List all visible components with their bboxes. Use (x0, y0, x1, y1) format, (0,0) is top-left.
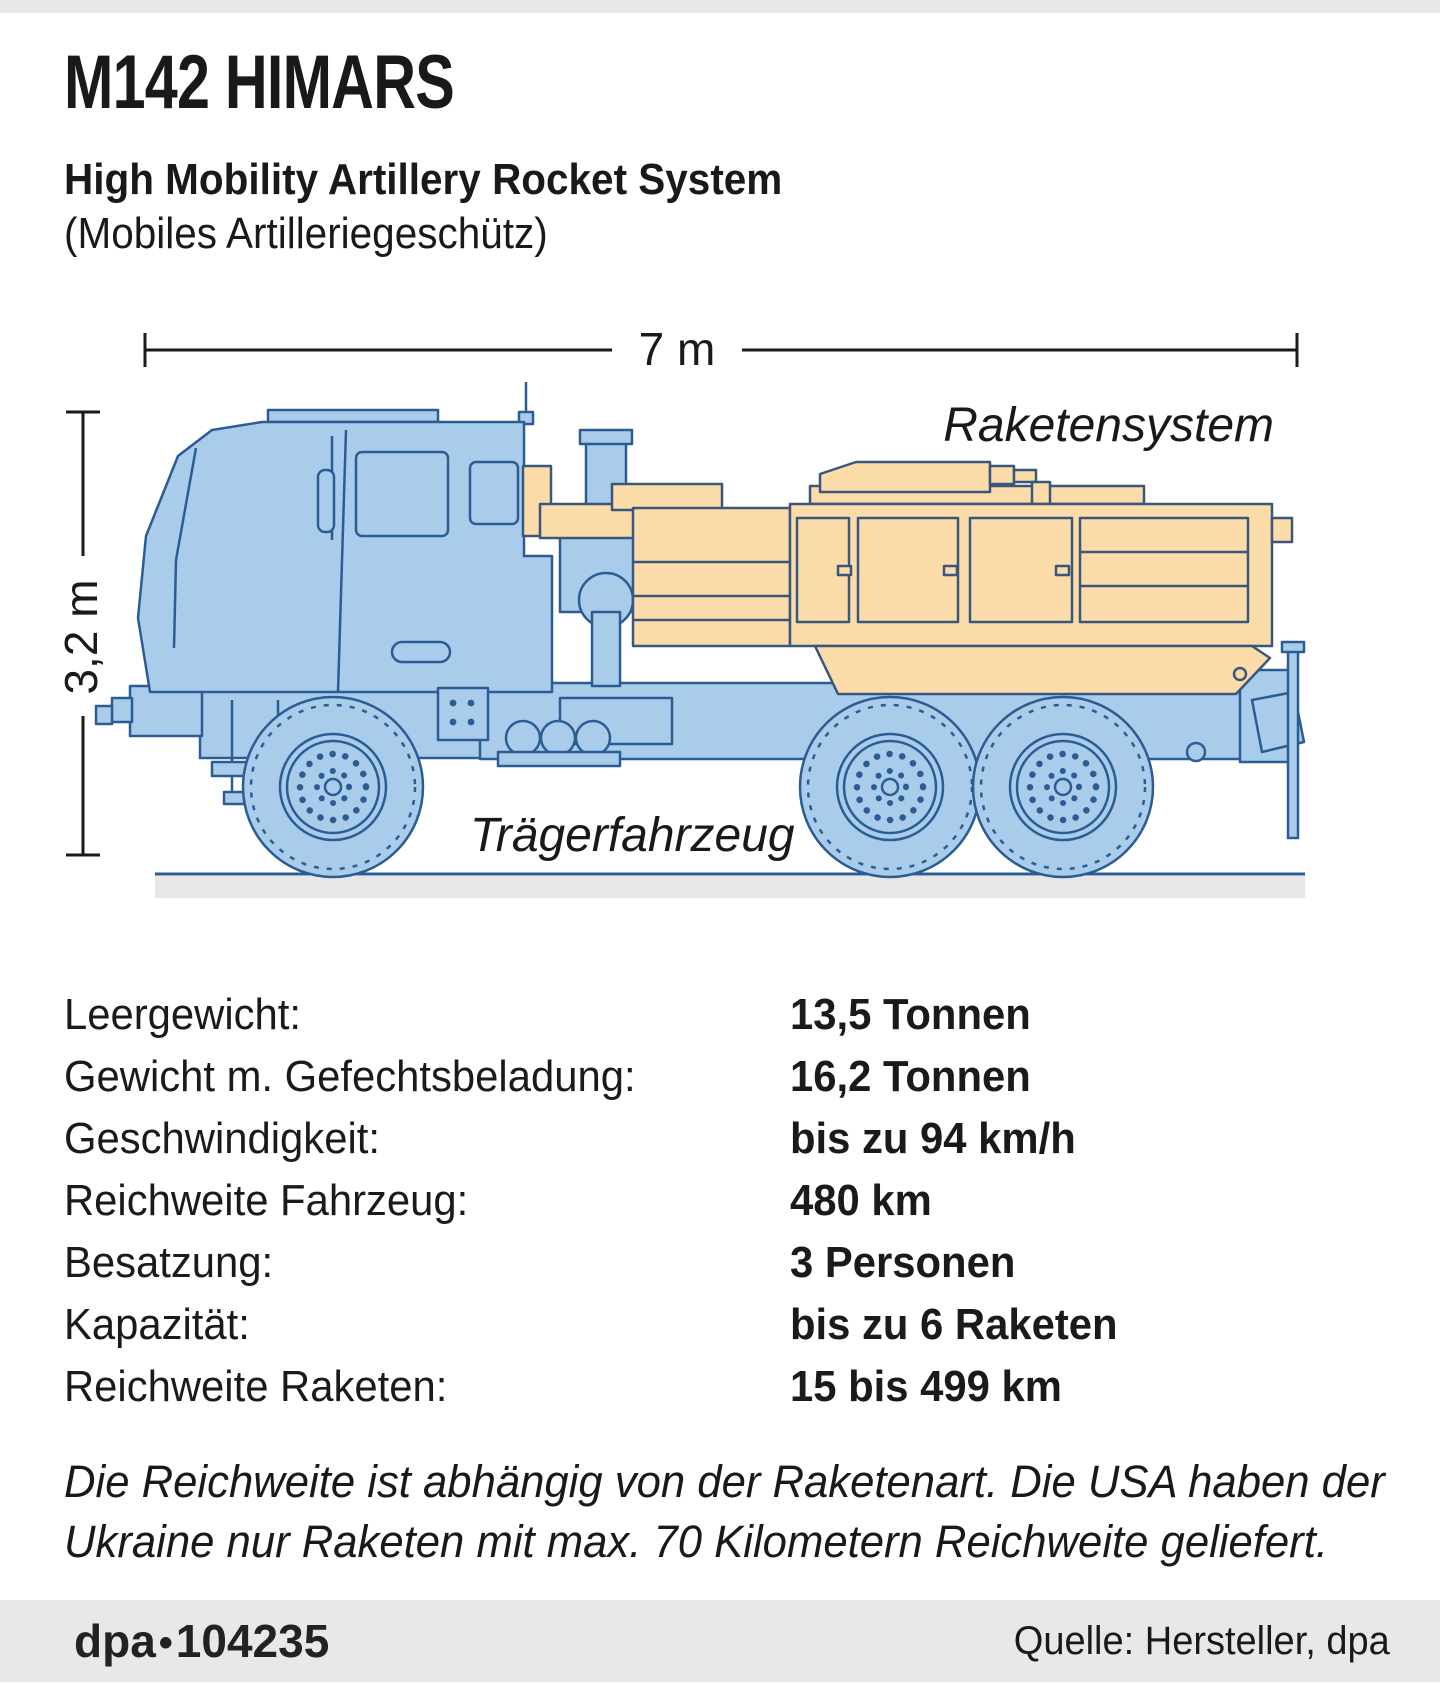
spec-value: bis zu 6 Raketen (790, 1300, 1118, 1349)
rear-wheel-1 (800, 697, 980, 877)
dpa-brand: dpa (74, 1615, 156, 1667)
spec-value: bis zu 94 km/h (790, 1114, 1076, 1163)
width-dimension-label: 7 m (638, 323, 716, 375)
vehicle-diagram (0, 300, 1440, 900)
range-note (64, 1452, 1385, 1572)
spec-value: 15 bis 499 km (790, 1362, 1062, 1411)
spec-label: Reichweite Raketen: (64, 1362, 448, 1411)
spec-value: 13,5 Tonnen (790, 990, 1031, 1039)
spec-row (64, 1232, 1384, 1294)
spec-row (64, 1108, 1384, 1170)
range-note-line1: Die Reichweite ist abhängig von der Raketenart. Die USA haben der (64, 1456, 1385, 1507)
spec-value: 480 km (790, 1176, 932, 1225)
spec-label: Besatzung: (64, 1238, 274, 1287)
dpa-logo-text (74, 1600, 329, 1682)
subtitle-german: (Mobiles Artilleriegeschütz) (64, 209, 548, 258)
spec-label: Gewicht m. Gefechtsbeladung: (64, 1052, 636, 1101)
spec-row (64, 1170, 1384, 1232)
range-note-line2: Ukraine nur Raketen mit max. 70 Kilometern Reichweite geliefert. (64, 1516, 1328, 1567)
front-wheel (243, 697, 423, 877)
spec-label: Leergewicht: (64, 990, 302, 1039)
spec-label: Reichweite Fahrzeug: (64, 1176, 469, 1225)
graphic-id: 104235 (175, 1615, 330, 1667)
spec-label: Geschwindigkeit: (64, 1114, 380, 1163)
width-dimension (145, 323, 1297, 375)
subtitle-english: High Mobility Artillery Rocket System (64, 155, 783, 204)
ground-strip (155, 876, 1305, 898)
source-credit: Quelle: Hersteller, dpa (1014, 1619, 1390, 1663)
height-dimension (55, 412, 107, 855)
footer-bar (0, 1600, 1440, 1682)
rear-wheel-2 (973, 697, 1153, 877)
height-dimension-label: 3,2 m (55, 579, 107, 695)
rocket-system-label: Raketensystem (943, 399, 1274, 452)
top-accent-bar (0, 0, 1440, 13)
spec-row (64, 984, 1384, 1046)
spec-row (64, 1356, 1384, 1418)
specs-table (64, 984, 1384, 1418)
page-title: M142 HIMARS (64, 40, 454, 125)
separator-dot: • (158, 1621, 173, 1665)
spec-row (64, 1294, 1384, 1356)
spec-value: 16,2 Tonnen (790, 1052, 1031, 1101)
spec-label: Kapazität: (64, 1300, 250, 1349)
rocket-pod (523, 462, 1292, 694)
spec-value: 3 Personen (790, 1238, 1016, 1287)
spec-row (64, 1046, 1384, 1108)
carrier-vehicle-label: Trägerfahrzeug (470, 809, 795, 862)
